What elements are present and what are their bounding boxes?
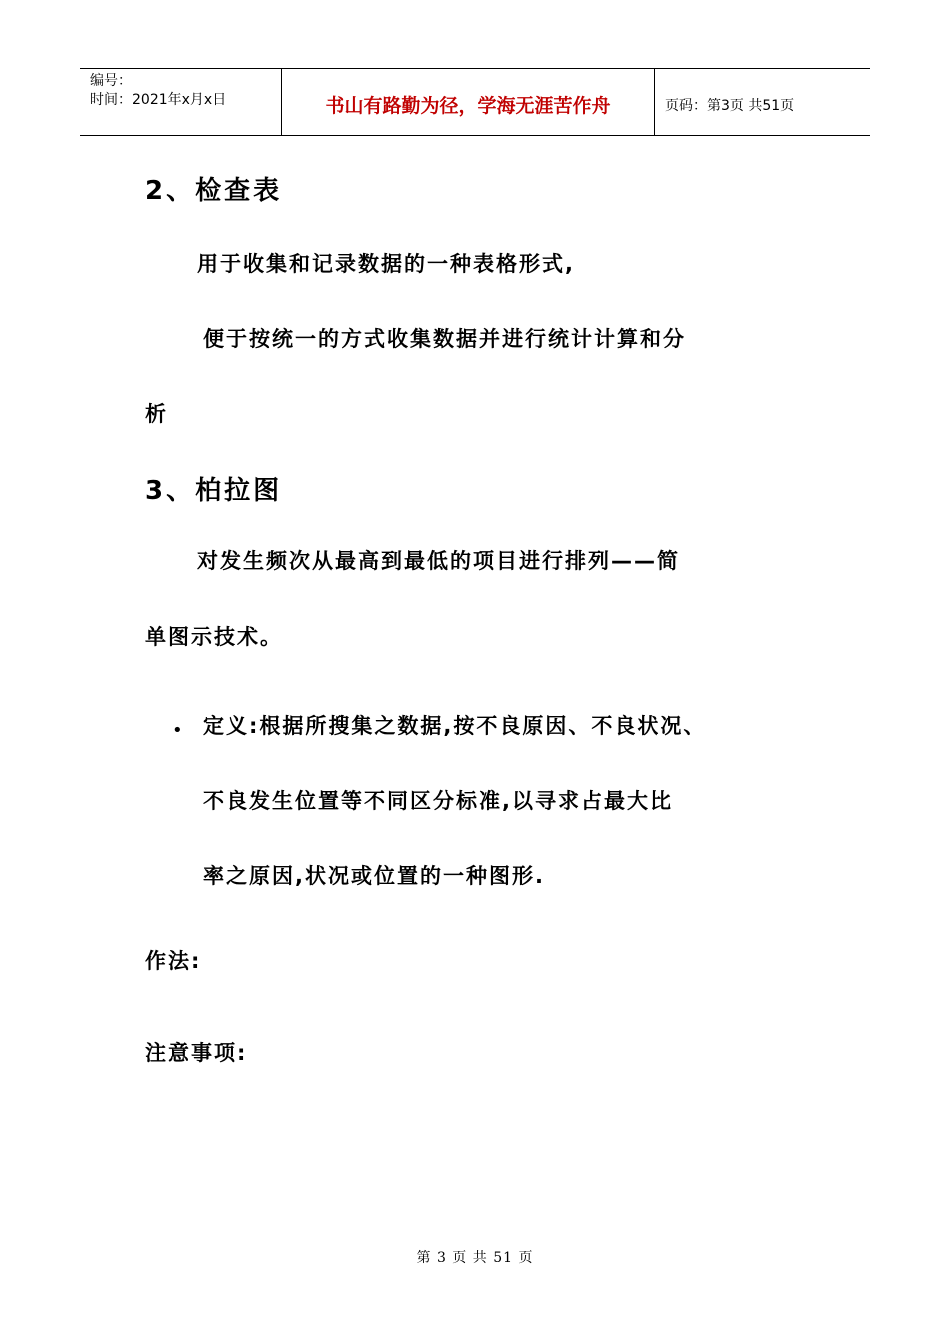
header-middle-cell (282, 69, 655, 135)
page-footer: 第 3 页 共 51 页 (416, 1250, 534, 1266)
section2-heading: 2、检查表 (145, 176, 283, 206)
notes-label: 注意事项: (145, 1041, 248, 1065)
definition-line1: 定义:根据所搜集之数据,按不良原因、不良状况、 (203, 714, 707, 738)
page-header (80, 68, 870, 136)
section2-line1: 用于收集和记录数据的一种表格形式, (197, 252, 575, 276)
section3-line2: 单图示技术。 (145, 625, 283, 649)
header-page-info: 页码：第3页 共51页 (665, 98, 795, 114)
section2-line2: 便于按统一的方式收集数据并进行统计计算和分 (203, 327, 686, 351)
definition-line2: 不良发生位置等不同区分标准,以寻求占最大比 (203, 789, 673, 813)
serial-label: 编号： (90, 73, 132, 89)
definition-line3: 率之原因,状况或位置的一种图形. (203, 864, 545, 888)
header-left-cell (80, 69, 282, 135)
header-right-cell (655, 69, 870, 135)
bullet-icon: • (172, 720, 183, 741)
section2-line3: 析 (145, 402, 168, 426)
method-label: 作法: (145, 949, 202, 973)
time-label: 时间：2021年x月x日 (90, 92, 227, 108)
section3-heading: 3、柏拉图 (145, 476, 283, 506)
section3-line1: 对发生频次从最高到最低的项目进行排列——简 (197, 549, 680, 573)
header-motto: 书山有路勤为径，学海无涯苦作舟 (325, 95, 611, 117)
